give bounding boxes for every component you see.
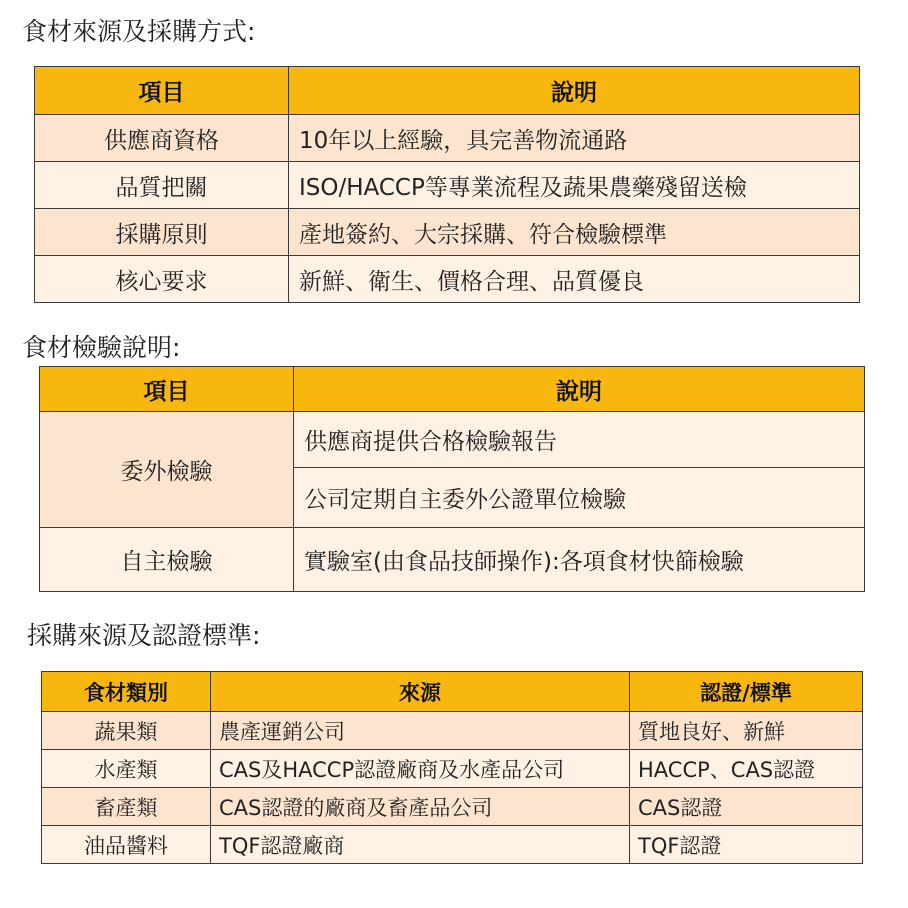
row-item: 核心要求 — [35, 256, 289, 303]
column-header-item: 項目 — [40, 367, 294, 412]
table-row — [42, 788, 863, 826]
row-description: 公司定期自主委外公證單位檢驗 — [294, 468, 865, 528]
row-item: 供應商資格 — [35, 115, 289, 162]
row-item: 品質把關 — [35, 162, 289, 209]
table-row — [42, 712, 863, 750]
row-category: 油品醬料 — [42, 826, 211, 864]
sourcing-table — [34, 66, 860, 303]
table-row — [40, 528, 865, 592]
row-source: CAS及HACCP認證廠商及水產品公司 — [211, 750, 630, 788]
table-header-row — [35, 67, 860, 115]
row-description: 供應商提供合格檢驗報告 — [294, 412, 865, 468]
row-item: 委外檢驗 — [40, 412, 294, 528]
row-source: TQF認證廠商 — [211, 826, 630, 864]
certification-table — [41, 671, 863, 864]
row-certification: HACCP、CAS認證 — [630, 750, 863, 788]
table-row — [35, 162, 860, 209]
table-row — [35, 256, 860, 303]
row-certification: TQF認證 — [630, 826, 863, 864]
row-description: 產地簽約、大宗採購、符合檢驗標準 — [289, 209, 860, 256]
table-header-row — [40, 367, 865, 412]
column-header-category: 食材類別 — [42, 672, 211, 712]
row-description: 10年以上經驗，具完善物流通路 — [289, 115, 860, 162]
column-header-description: 說明 — [289, 67, 860, 115]
table-row — [35, 209, 860, 256]
column-header-certification: 認證/標準 — [630, 672, 863, 712]
table-row — [35, 115, 860, 162]
row-certification: CAS認證 — [630, 788, 863, 826]
section2-heading: 食材檢驗說明: — [22, 333, 181, 362]
section3-heading: 採購來源及認證標準: — [27, 621, 261, 650]
table-header-row — [42, 672, 863, 712]
row-certification: 質地良好、新鮮 — [630, 712, 863, 750]
row-source: CAS認證的廠商及畜產品公司 — [211, 788, 630, 826]
inspection-table — [39, 366, 865, 592]
column-header-source: 來源 — [211, 672, 630, 712]
row-item: 採購原則 — [35, 209, 289, 256]
row-description: 實驗室(由食品技師操作):各項食材快篩檢驗 — [294, 528, 865, 592]
row-category: 畜產類 — [42, 788, 211, 826]
row-category: 蔬果類 — [42, 712, 211, 750]
column-header-item: 項目 — [35, 67, 289, 115]
row-description: 新鮮、衛生、價格合理、品質優良 — [289, 256, 860, 303]
row-source: 農產運銷公司 — [211, 712, 630, 750]
row-item: 自主檢驗 — [40, 528, 294, 592]
column-header-description: 說明 — [294, 367, 865, 412]
section1-heading: 食材來源及採購方式: — [22, 17, 256, 46]
table-row — [42, 826, 863, 864]
row-description: ISO/HACCP等專業流程及蔬果農藥殘留送檢 — [289, 162, 860, 209]
table-row — [42, 750, 863, 788]
row-category: 水產類 — [42, 750, 211, 788]
table-row — [40, 412, 865, 468]
